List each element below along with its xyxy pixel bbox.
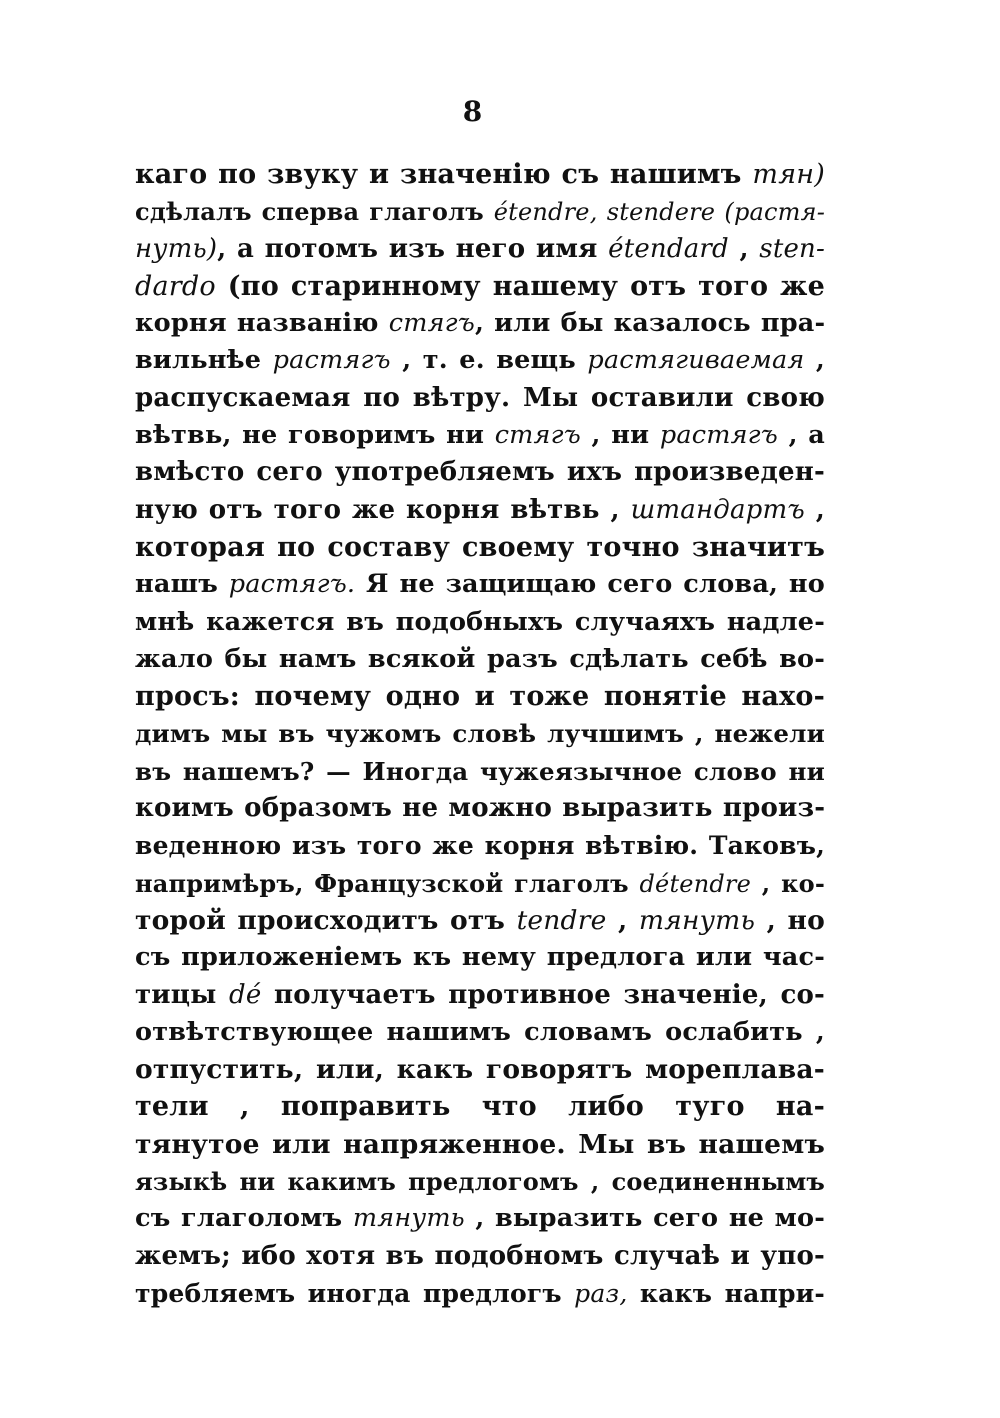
text-line [135, 715, 825, 752]
text-segment: Я не защищаю сего слова, но [355, 569, 825, 600]
italic-segment: нуть) [135, 233, 218, 264]
text-segment: , [804, 345, 825, 376]
text-line [135, 156, 825, 193]
italic-segment: растягъ. [228, 569, 356, 600]
text-line [135, 529, 825, 566]
text-segment: которая по составу своему точно значитъ [135, 531, 825, 563]
text-line [135, 865, 825, 902]
text-segment: нашъ [135, 569, 229, 600]
text-segment: каго по звуку и значенію съ нашимъ [135, 159, 753, 190]
text-segment: , выразить сего не мо- [464, 1203, 826, 1234]
text-segment: мнѣ кажется въ подобныхъ случаяхъ надле- [135, 606, 825, 637]
italic-segment: раз, [574, 1278, 628, 1308]
body-text [135, 156, 825, 1312]
text-segment: тянутое или напряженное. Мы въ нашемъ [135, 1128, 825, 1160]
text-segment: , [728, 233, 760, 264]
text-line [135, 193, 825, 230]
text-segment: тели , поправить что либо туго на- [135, 1091, 825, 1123]
text-line [135, 231, 825, 268]
text-segment: требляемъ иногда предлогъ [135, 1278, 575, 1308]
text-segment: просъ: почему одно и тоже понятіе нахо- [135, 681, 825, 713]
text-line [135, 939, 825, 976]
text-line [135, 1200, 825, 1237]
text-line [135, 604, 825, 641]
page-number: 8 [462, 95, 483, 128]
text-segment: , ни [580, 420, 660, 451]
italic-segment: растягъ [272, 345, 391, 376]
text-segment: , а потомъ изъ него имя [217, 233, 609, 264]
text-segment: тицы [135, 979, 230, 1010]
text-line [135, 902, 825, 939]
text-line [135, 977, 825, 1014]
text-segment: какъ напри- [627, 1278, 825, 1308]
text-segment: жемъ; ибо хотя въ подобномъ случаѣ и упо- [135, 1240, 825, 1271]
text-segment: получаетъ противное значеніе, со- [261, 979, 826, 1010]
text-segment: съ приложеніемъ къ нему предлога или час- [135, 942, 825, 973]
text-line [135, 1088, 825, 1125]
text-line [135, 1163, 825, 1200]
italic-segment: тянуть [638, 904, 756, 936]
text-segment: , или бы казалось пра- [474, 308, 826, 339]
text-segment: , но [755, 904, 826, 936]
text-segment: димъ мы въ чужомъ словѣ лучшимъ , нежели [135, 719, 825, 749]
text-segment: торой происходитъ отъ [135, 904, 517, 936]
text-line [135, 827, 825, 864]
text-segment: , [606, 904, 639, 936]
italic-segment: стягъ [494, 420, 581, 451]
italic-segment: détendre [639, 869, 751, 898]
text-line [135, 305, 825, 342]
text-segment: коимъ образомъ не можно выразить произ- [135, 793, 826, 824]
text-segment: вѣтвь, не говоримъ ни [135, 420, 495, 451]
text-segment: , а [777, 420, 825, 451]
italic-segment: тянуть [352, 1203, 465, 1234]
text-line [135, 342, 825, 379]
text-segment: жало бы намъ всякой разъ сдѣлать себѣ во- [135, 643, 825, 674]
italic-segment: тян) [752, 159, 825, 190]
italic-segment: растягиваемая [587, 345, 805, 376]
text-segment: , т. е. вещь [390, 345, 588, 376]
italic-segment: растягъ [659, 420, 778, 451]
text-line [135, 268, 825, 305]
italic-segment: dé [229, 979, 262, 1010]
text-segment: распускаемая по вѣтру. Мы оставили свою [135, 382, 825, 413]
italic-segment: étendard [608, 233, 729, 264]
text-line [135, 1051, 825, 1088]
italic-segment: étendre, stendere (растя- [493, 198, 826, 227]
italic-segment: стягъ [388, 308, 475, 339]
text-segment: отпустить, или, какъ говорятъ мореплава- [135, 1054, 825, 1086]
text-segment: корня названію [135, 308, 389, 339]
text-line [135, 492, 825, 529]
text-segment: сдѣлалъ сперва глаголъ [135, 197, 494, 227]
italic-segment: dardo [135, 270, 216, 302]
text-line [135, 678, 825, 715]
text-line [135, 790, 825, 827]
text-line [135, 753, 825, 790]
text-segment: въ нашемъ? — Иногда чужеязычное слово ни [135, 756, 825, 786]
text-segment: , [804, 494, 825, 525]
text-line [135, 566, 825, 603]
text-segment: вмѣсто сего употребляемъ ихъ произведен- [135, 457, 825, 488]
text-line [135, 454, 825, 491]
text-line [135, 1275, 825, 1312]
text-segment: вильнѣе [135, 345, 273, 376]
text-line [135, 1126, 825, 1163]
text-segment: съ глаголомъ [135, 1203, 353, 1234]
text-segment: отвѣтствующее нашимъ словамъ ослабить , [135, 1016, 825, 1047]
text-line [135, 417, 825, 454]
text-segment: ную отъ того же корня вѣтвь , [135, 494, 631, 525]
text-line [135, 1238, 825, 1275]
italic-segment: tendre [516, 904, 607, 936]
text-segment: , ко- [751, 868, 825, 898]
text-segment: веденною изъ того же корня вѣтвію. Таковъ, [135, 831, 825, 861]
italic-segment: штандартъ [630, 494, 805, 525]
text-line [135, 380, 825, 417]
italic-segment: sten- [759, 233, 825, 264]
text-segment: (по старинному нашему отъ того же [215, 270, 825, 302]
text-line [135, 641, 825, 678]
text-segment: языкѣ ни какимъ предлогомъ , соединеннымъ [135, 1167, 825, 1197]
text-segment: напримѣръ, Французской глаголъ [135, 868, 640, 898]
text-line [135, 1014, 825, 1051]
